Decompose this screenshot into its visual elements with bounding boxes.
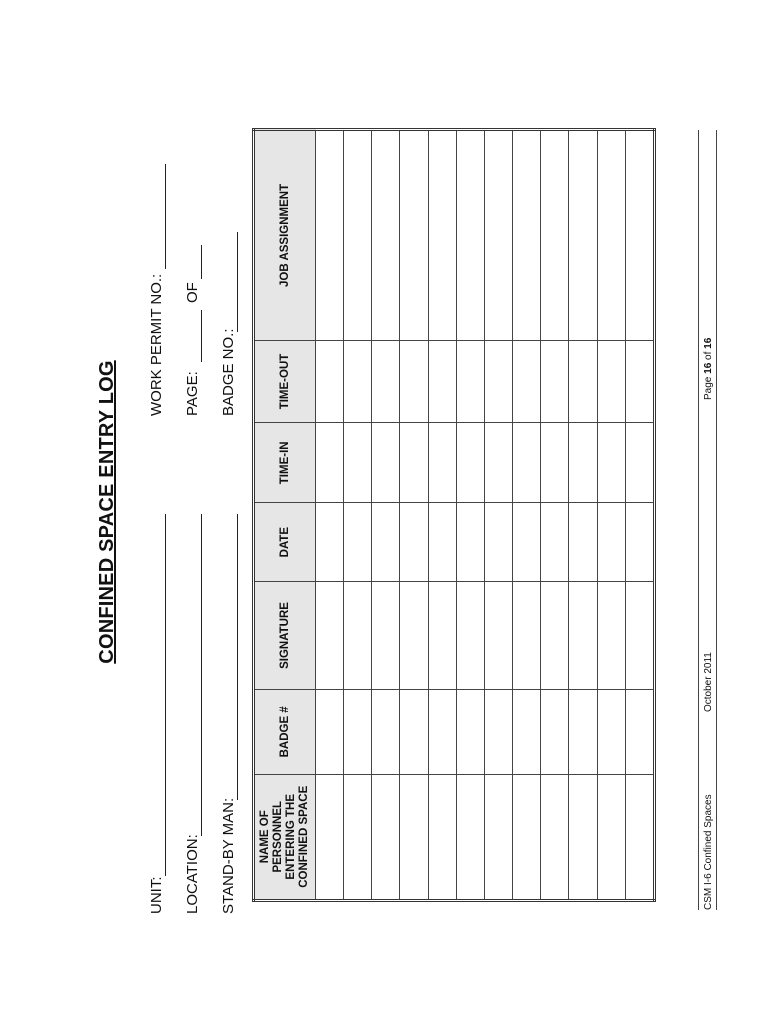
table-cell[interactable] [597,581,625,689]
table-cell[interactable] [316,423,344,503]
table-cell[interactable] [344,130,372,341]
table-header-row [254,130,316,901]
table-cell[interactable] [316,690,344,774]
table-cell[interactable] [456,503,484,581]
table-cell[interactable] [372,340,400,422]
header-name-of-personnel: NAME OF PERSONNEL ENTERING THE CONFINED SPACE [254,774,316,900]
work-permit-field [148,274,165,416]
table-cell[interactable] [344,581,372,689]
table-cell[interactable] [597,340,625,422]
table-cell[interactable] [456,130,484,341]
table-row [484,130,512,901]
page-blank-line [201,310,202,362]
standby-man-blank-line [237,514,238,800]
document-title: CONFINED SPACE ENTRY LOG [96,360,118,664]
table-cell[interactable] [541,423,569,503]
table-cell[interactable] [456,340,484,422]
table-cell[interactable] [541,581,569,689]
page-field [184,371,201,416]
table-cell[interactable] [484,774,512,900]
table-row [597,130,625,901]
table-cell[interactable] [372,774,400,900]
footer-document-id: CSM I-6 Confined Spaces [703,794,714,910]
table-row [513,130,541,901]
table-cell[interactable] [428,503,456,581]
table-cell[interactable] [569,690,597,774]
table-cell[interactable] [569,581,597,689]
table-cell[interactable] [541,130,569,341]
header-badge-number: BADGE # [254,690,316,774]
table-cell[interactable] [400,581,428,689]
footer-rule-top [698,130,699,910]
table-cell[interactable] [569,774,597,900]
footer-rule-bottom [716,130,717,910]
table-cell[interactable] [316,774,344,900]
table-cell[interactable] [625,423,654,503]
table-row [625,130,654,901]
table-cell[interactable] [513,423,541,503]
table-cell[interactable] [597,130,625,341]
table-row [569,130,597,901]
table-cell[interactable] [372,423,400,503]
page-of-label: OF [184,282,201,303]
badge-no-field [220,328,237,416]
location-field [184,834,201,914]
table-cell[interactable] [513,503,541,581]
table-cell[interactable] [456,581,484,689]
location-blank-line [201,514,202,836]
table-cell[interactable] [625,774,654,900]
table-cell[interactable] [541,503,569,581]
table-cell[interactable] [372,581,400,689]
table-cell[interactable] [428,690,456,774]
header-time-in: TIME-IN [254,423,316,503]
table-row [372,130,400,901]
standby-man-field [220,798,237,914]
table-row [456,130,484,901]
table-cell[interactable] [400,423,428,503]
table-cell[interactable] [569,503,597,581]
table-cell[interactable] [513,581,541,689]
table-row [541,130,569,901]
table-cell[interactable] [400,774,428,900]
header-time-out: TIME-OUT [254,340,316,422]
table-cell[interactable] [569,130,597,341]
table-cell[interactable] [372,130,400,341]
table-cell[interactable] [513,340,541,422]
table-cell[interactable] [541,690,569,774]
table-cell[interactable] [428,130,456,341]
table-cell[interactable] [400,340,428,422]
table-cell[interactable] [484,130,512,341]
unit-label: UNIT: [148,876,165,914]
location-label: LOCATION: [184,834,201,914]
table-cell[interactable] [344,690,372,774]
table-cell[interactable] [484,340,512,422]
badge-no-label: BADGE NO.: [220,328,237,416]
table-cell[interactable] [456,774,484,900]
footer-page-total: 16 [703,337,714,349]
header-date: DATE [254,503,316,581]
table-cell[interactable] [484,423,512,503]
entry-log-table [252,128,656,902]
table-cell[interactable] [625,581,654,689]
table-row [428,130,456,901]
table-cell[interactable] [597,423,625,503]
table-cell[interactable] [541,340,569,422]
footer-page-number [703,338,714,400]
header-signature: SIGNATURE [254,581,316,689]
unit-field [148,877,165,915]
table-cell[interactable] [372,690,400,774]
page-label: PAGE: [184,371,201,416]
table-cell[interactable] [344,503,372,581]
table-cell[interactable] [597,503,625,581]
table-cell[interactable] [400,690,428,774]
page-of-field [184,282,201,303]
table-cell[interactable] [316,581,344,689]
table-cell[interactable] [344,423,372,503]
table-cell[interactable] [400,130,428,341]
table-cell[interactable] [344,774,372,900]
table-cell[interactable] [428,423,456,503]
table-cell[interactable] [316,130,344,341]
table-cell[interactable] [597,690,625,774]
table-cell[interactable] [569,423,597,503]
table-cell[interactable] [456,423,484,503]
table-cell[interactable] [428,340,456,422]
work-permit-label: WORK PERMIT NO.: [148,273,165,416]
table-row [316,130,344,901]
table-cell[interactable] [625,503,654,581]
table-cell[interactable] [541,774,569,900]
table-cell[interactable] [428,774,456,900]
table-cell[interactable] [513,130,541,341]
table-cell[interactable] [344,340,372,422]
table-cell[interactable] [513,774,541,900]
table-cell[interactable] [513,690,541,774]
table-cell[interactable] [484,503,512,581]
footer-date: October 2011 [703,652,714,712]
table-cell[interactable] [597,774,625,900]
table-cell[interactable] [569,340,597,422]
table-cell[interactable] [456,690,484,774]
footer-page-current: 16 [703,362,714,374]
table-cell[interactable] [625,340,654,422]
header-job-assignment: JOB ASSIGNMENT [254,130,316,341]
table-cell[interactable] [372,503,400,581]
table-cell[interactable] [428,581,456,689]
table-row [400,130,428,901]
footer-page-prefix: Page [703,373,714,400]
badge-no-blank-line [237,232,238,332]
table-cell[interactable] [625,690,654,774]
work-permit-blank-line [165,164,166,269]
table-cell[interactable] [484,581,512,689]
table-cell[interactable] [316,503,344,581]
table-cell[interactable] [484,690,512,774]
standby-man-label: STAND-BY MAN: [220,797,237,914]
table-cell[interactable] [400,503,428,581]
footer-page-of: of [703,348,714,363]
table-cell[interactable] [316,340,344,422]
page-of-blank-line [201,245,202,279]
unit-blank-line [165,514,166,876]
table-row [344,130,372,901]
table-cell[interactable] [625,130,654,341]
